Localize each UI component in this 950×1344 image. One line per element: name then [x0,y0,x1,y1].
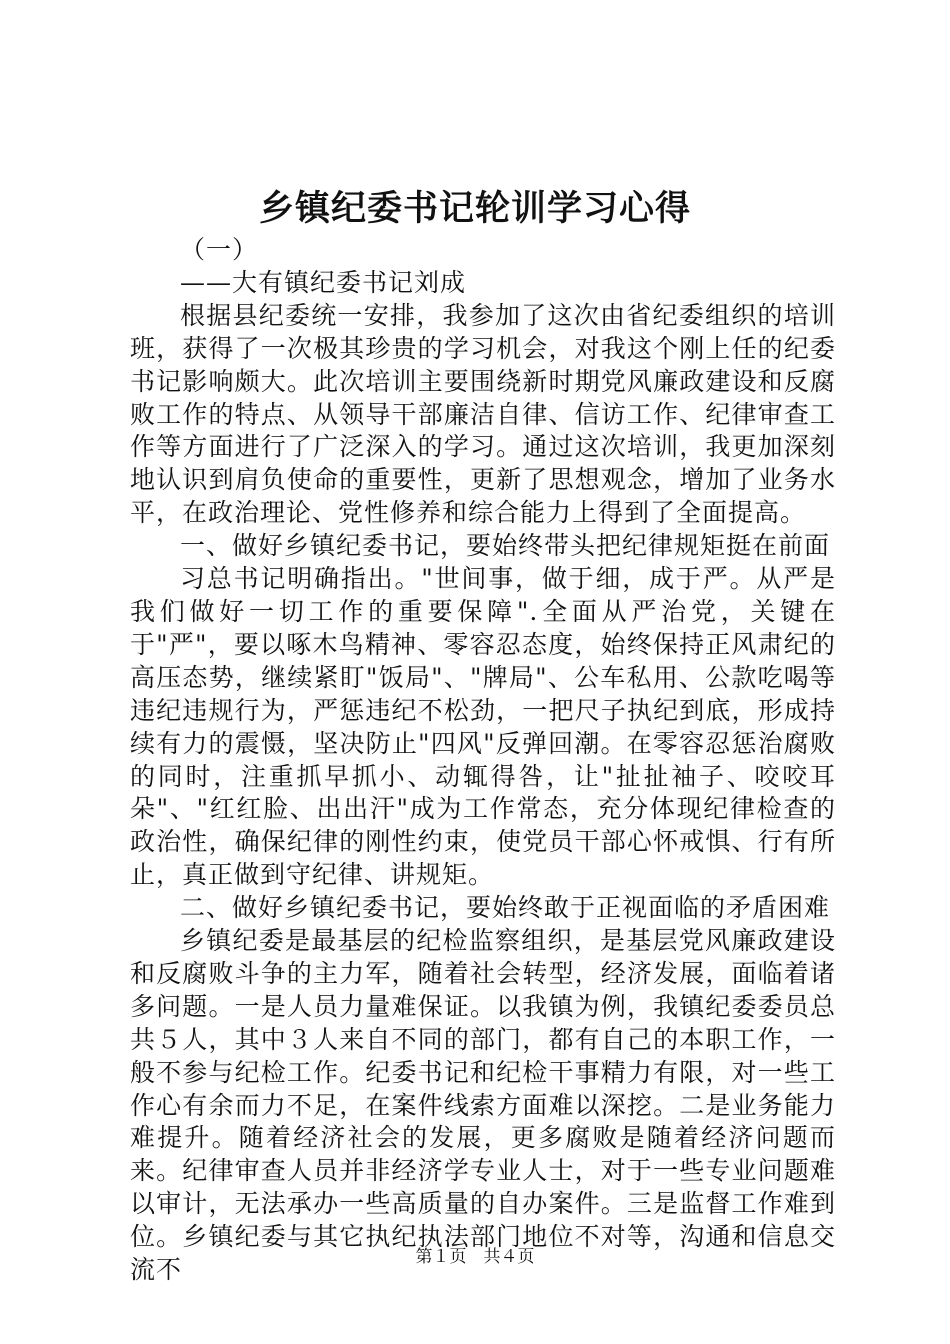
section-mark: （一） [180,235,259,264]
section-heading: 一、做好乡镇纪委书记，要始终带头把纪律规矩挺在前面 [180,531,831,561]
paragraph: 乡镇纪委是最基层的纪检监察组织，是基层党风廉政建设和反腐败斗争的主力军，随着社会转型，经济发展，面临着诸多问题。一是人员力量难保证。以我镇为例，我镇纪委委员总共５人，其中３人来自不同的部门，都有自己的本职工作，一般不参与纪检工作。纪委书记和纪检干事精力有限，对一些工作心有余而力不足，在案件线索方面难以深挖。二是业务能力难提升。随着经济社会的发展，更多腐败是随着经济问题而来。纪律审查人员并非经济学专业人士，对于一些专业问题难以审计，无法承办一些高质量的自办案件。三是监督工作难到位。乡镇纪委与其它执纪执法部门地位不对等，沟通和信息交流不 [130,926,836,1285]
section-heading: 二、做好乡镇纪委书记，要始终敢于正视面临的矛盾困难 [180,893,831,923]
paragraph: 习总书记明确指出。"世间事，做于细，成于严。从严是我们做好一切工作的重要保障".全面从严治党，关键在于"严"，要以啄木鸟精神、零容忍态度，始终保持正风肃纪的高压态势，继续紧盯"饭局"、"牌局"、公车私用、公款吃喝等违纪违规行为，严惩违纪不松劲，一把尺子执纪到底，形成持续有力的震慑，坚决防止"四风"反弹回潮。在零容忍惩治腐败的同时，注重抓早抓小、动辄得咎，让"扯扯袖子、咬咬耳朵"、"红红脸、出出汗"成为工作常态，充分体现纪律检查的政治性，确保纪律的刚性约束，使党员干部心怀戒惧、行有所止，真正做到守纪律、讲规矩。 [130,564,836,890]
document-title: 乡镇纪委书记轮训学习心得 [258,188,691,229]
author-line: ——大有镇纪委书记刘成 [180,267,467,297]
page-footer: 第１页 共４页 [415,1247,535,1267]
paragraph: 根据县纪委统一安排，我参加了这次由省纪委组织的培训班，获得了一次极其珍贵的学习机会，对我这个刚上任的纪委书记影响颇大。此次培训主要围绕新时期党风廉政建设和反腐败工作的特点、从领导干部廉洁自律、信访工作、纪律审查工作等方面进行了广泛深入的学习。通过这次培训，我更加深刻地认识到肩负使命的重要性，更新了思想观念，增加了业务水平，在政治理论、党性修养和综合能力上得到了全面提高。 [130,300,836,528]
document-body [130,234,836,1287]
